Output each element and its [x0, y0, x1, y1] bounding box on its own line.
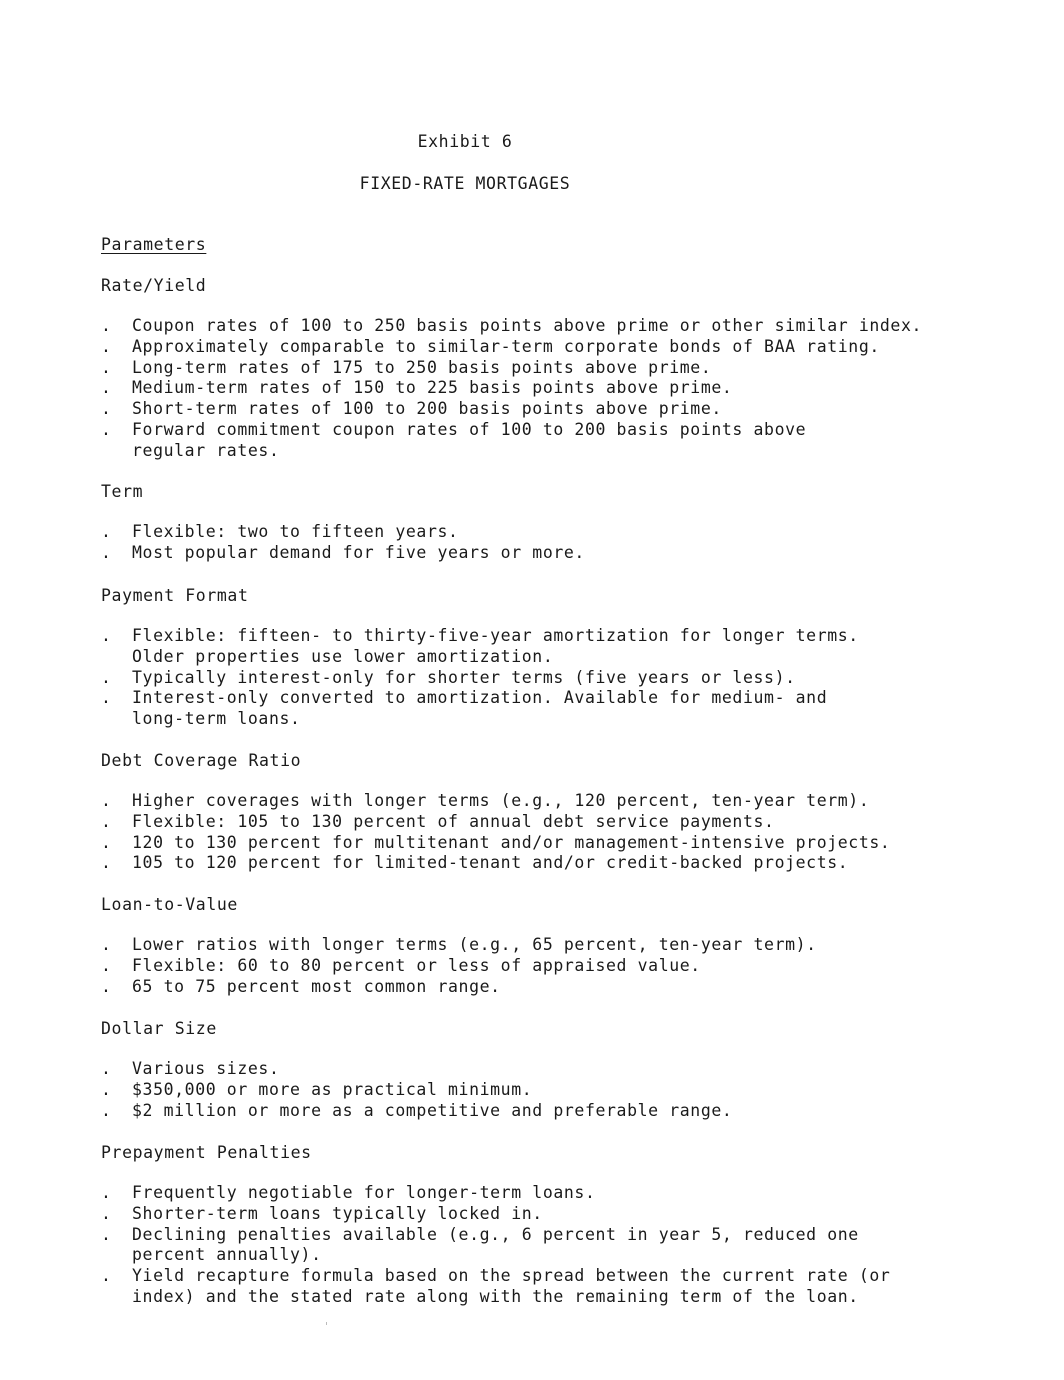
exhibit-number: Exhibit 6 [417, 132, 513, 151]
loan-to-value-list [101, 935, 817, 997]
bullet-marker: . [101, 357, 112, 377]
list-item-text: Short-term rates of 100 to 200 basis points above prime. [132, 399, 722, 419]
list-item [101, 420, 922, 462]
list-item-text: Flexible: fifteen- to thirty-five-year amortization for longer terms. Older properties use lower amortization. [132, 626, 859, 666]
bullet-marker: . [101, 1100, 112, 1120]
bullet-marker: . [101, 1203, 112, 1223]
list-item-text: Yield recapture formula based on the spread between the current rate (or index) and the stated rate along with the remaining term of the loan. [132, 1266, 891, 1306]
list-item-text: Interest-only converted to amortization. Available for medium- and long-term loans. [132, 688, 828, 729]
section-heading-debt-coverage-ratio: Debt Coverage Ratio [101, 751, 302, 770]
list-item [101, 337, 922, 358]
list-item-text: Lower ratios with longer terms (e.g., 65 percent, ten-year term). [132, 935, 817, 954]
list-item [101, 543, 585, 564]
list-item [101, 935, 817, 956]
list-item [101, 668, 859, 689]
list-item [101, 977, 817, 998]
list-item [101, 1266, 890, 1308]
list-item [101, 626, 859, 668]
list-item-text: 65 to 75 percent most common range. [132, 976, 501, 996]
list-item-text: Approximately comparable to similar-term corporate bonds of BAA rating. [132, 336, 880, 356]
bullet-marker: . [101, 419, 112, 439]
section-heading-dollar-size: Dollar Size [101, 1019, 217, 1038]
list-item-text: Shorter-term loans typically locked in. [132, 1203, 543, 1223]
section-heading-loan-to-value: Loan-to-Value [101, 895, 238, 914]
list-item-text: Higher coverages with longer terms (e.g., 120 percent, ten-year term). [132, 791, 870, 810]
list-item [101, 522, 585, 543]
bullet-marker: . [101, 522, 112, 541]
list-item [101, 316, 922, 337]
list-item-text: $2 million or more as a competitive and preferable range. [132, 1100, 733, 1120]
dollar-size-list [101, 1059, 732, 1121]
list-item-text: Flexible: 105 to 130 percent of annual debt service payments. [132, 811, 775, 831]
list-item [101, 399, 922, 420]
bullet-marker: . [101, 542, 112, 562]
prepayment-penalties-list [101, 1183, 890, 1308]
bullet-marker: . [101, 336, 112, 356]
payment-format-list [101, 626, 859, 730]
bullet-marker: . [101, 1059, 112, 1078]
section-heading-term: Term [101, 482, 144, 501]
bullet-marker: . [101, 399, 112, 419]
list-item [101, 1101, 732, 1122]
parameters-heading: Parameters [101, 235, 207, 254]
list-item-text: Forward commitment coupon rates of 100 to 200 basis points above regular rates. [132, 419, 807, 460]
list-item [101, 853, 890, 874]
bullet-marker: . [101, 316, 112, 335]
list-item [101, 956, 817, 977]
list-item-text: $350,000 or more as practical minimum. [132, 1079, 533, 1099]
section-heading-payment-format: Payment Format [101, 586, 249, 605]
list-item [101, 1183, 890, 1204]
document-title: FIXED-RATE MORTGAGES [359, 174, 571, 193]
list-item-text: Various sizes. [132, 1059, 280, 1078]
bullet-marker: . [101, 832, 112, 852]
scan-speck [326, 1322, 327, 1325]
list-item-text: Frequently negotiable for longer-term loans. [132, 1183, 596, 1202]
list-item [101, 791, 890, 812]
debt-coverage-list [101, 791, 890, 874]
section-heading-prepayment-penalties: Prepayment Penalties [101, 1143, 312, 1162]
bullet-marker: . [101, 791, 112, 810]
list-item-text: 120 to 130 percent for multitenant and/or management-intensive projects. [132, 832, 891, 852]
list-item [101, 1204, 890, 1225]
bullet-marker: . [101, 1183, 112, 1202]
bullet-marker: . [101, 378, 112, 398]
rate-yield-list [101, 316, 922, 462]
bullet-marker: . [101, 688, 112, 708]
bullet-marker: . [101, 955, 112, 975]
list-item [101, 688, 859, 730]
list-item [101, 833, 890, 854]
list-item-text: Declining penalties available (e.g., 6 percent in year 5, reduced one percent annually). [132, 1224, 859, 1265]
list-item-text: Flexible: two to fifteen years. [132, 522, 459, 541]
list-item [101, 1080, 732, 1101]
list-item-text: Long-term rates of 175 to 250 basis points above prime. [132, 357, 712, 377]
bullet-marker: . [101, 1224, 112, 1244]
bullet-marker: . [101, 811, 112, 831]
list-item-text: 105 to 120 percent for limited-tenant and/or credit-backed projects. [132, 853, 849, 873]
list-item [101, 378, 922, 399]
bullet-marker: . [101, 853, 112, 873]
bullet-marker: . [101, 1079, 112, 1099]
list-item [101, 358, 922, 379]
bullet-marker: . [101, 667, 112, 687]
bullet-marker: . [101, 1266, 112, 1286]
list-item-text: Coupon rates of 100 to 250 basis points above prime or other similar index. [132, 316, 923, 335]
section-heading-rate-yield: Rate/Yield [101, 276, 207, 295]
bullet-marker: . [101, 626, 112, 645]
bullet-marker: . [101, 935, 112, 954]
list-item-text: Typically interest-only for shorter terms (five years or less). [132, 667, 796, 687]
list-item [101, 1225, 890, 1267]
bullet-marker: . [101, 976, 112, 996]
list-item [101, 812, 890, 833]
list-item-text: Medium-term rates of 150 to 225 basis points above prime. [132, 378, 733, 398]
term-list [101, 522, 585, 564]
list-item [101, 1059, 732, 1080]
list-item-text: Most popular demand for five years or more. [132, 542, 585, 562]
list-item-text: Flexible: 60 to 80 percent or less of appraised value. [132, 955, 701, 975]
